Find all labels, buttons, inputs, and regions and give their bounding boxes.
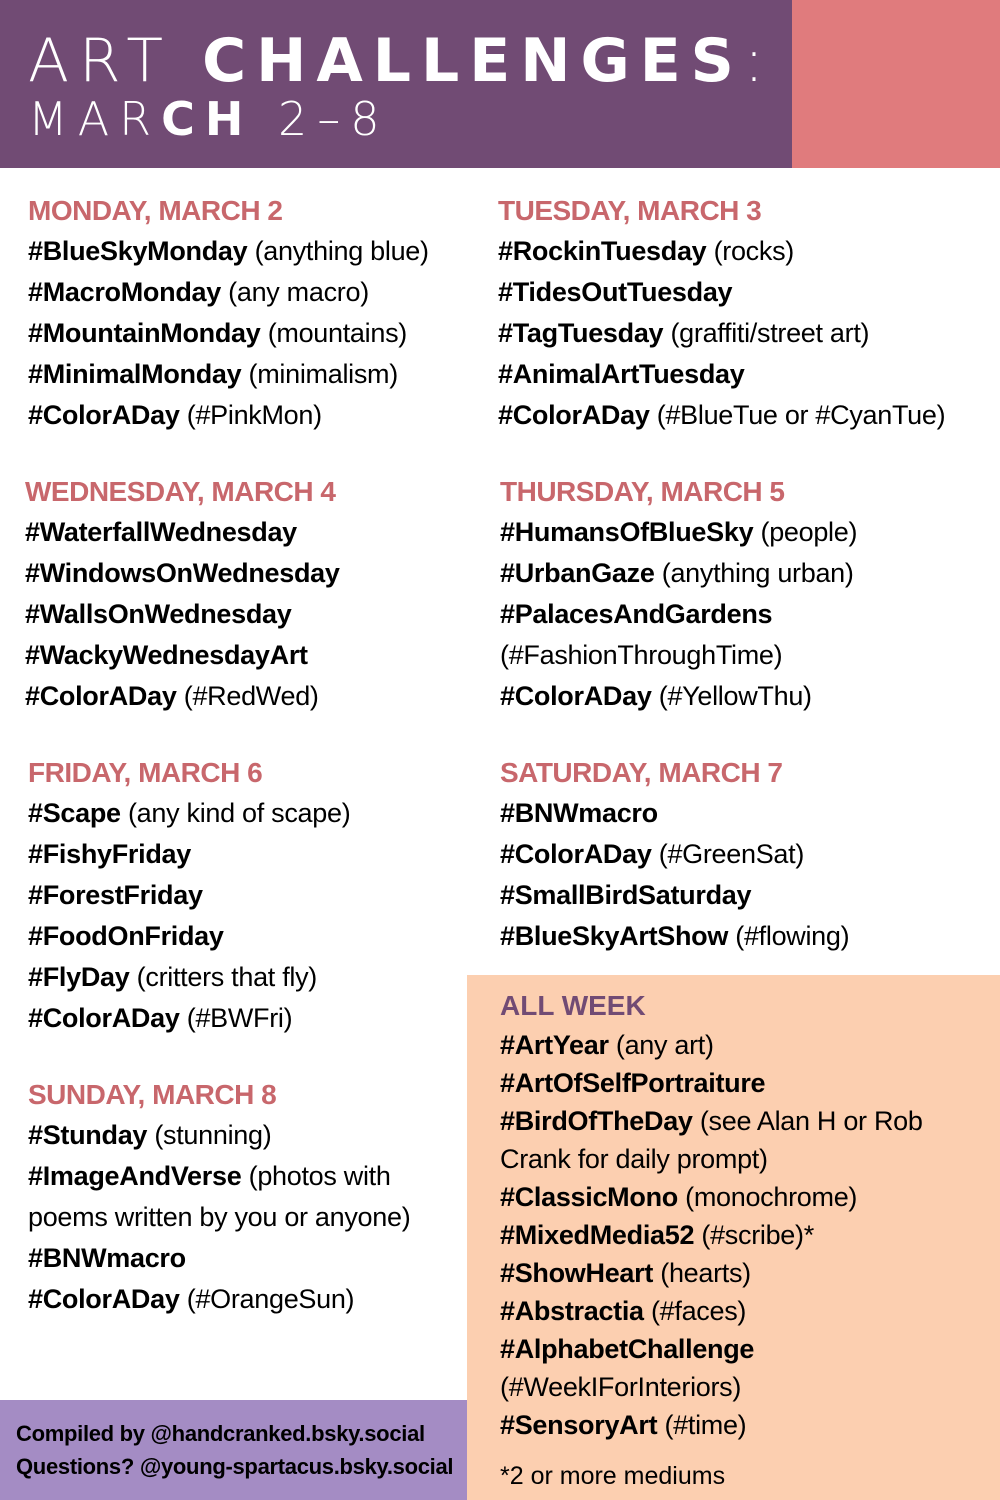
hashtag-note: (#scribe)* (701, 1220, 814, 1250)
hashtag: #BNWmacro (500, 798, 658, 828)
hashtag-note: (#faces) (650, 1296, 747, 1326)
hashtag-item (28, 272, 429, 313)
day-heading: THURSDAY, MARCH 5 (500, 476, 785, 507)
hashtag-list (28, 793, 350, 1039)
hashtag-item (28, 998, 350, 1039)
hashtag-note: (#flowing) (735, 921, 850, 951)
all-week-heading: ALL WEEK (500, 990, 646, 1021)
hashtag-note: (any kind of scape) (127, 798, 351, 828)
title-banner (0, 0, 792, 168)
day-sunday (28, 1074, 410, 1320)
hashtag-note: poems written by you or anyone) (28, 1202, 411, 1232)
hashtag-item (28, 916, 350, 957)
hashtag-item (25, 635, 340, 676)
hashtag-item (500, 1216, 970, 1254)
hashtag-note: (#YellowThu) (658, 681, 812, 711)
hashtag: #TagTuesday (498, 318, 664, 348)
hashtag-item (28, 957, 350, 998)
hashtag: #WindowsOnWednesday (25, 558, 340, 588)
hashtag: #ForestFriday (28, 880, 203, 910)
credits-questions: Questions? @young-spartacus.bsky.social (16, 1454, 454, 1479)
credits-compiled-by: Compiled by @handcranked.bsky.social (16, 1421, 425, 1446)
day-heading: FRIDAY, MARCH 6 (28, 757, 263, 788)
hashtag: #BNWmacro (28, 1243, 186, 1273)
hashtag-item (28, 1115, 410, 1156)
hashtag-item (28, 1279, 410, 1320)
hashtag: #ImageAndVerse (28, 1161, 242, 1191)
subtitle-part: MAR (28, 92, 162, 146)
all-week-list (500, 1026, 970, 1444)
hashtag-list (28, 231, 429, 436)
hashtag: #BlueSkyArtShow (500, 921, 729, 951)
accent-block (792, 0, 1000, 168)
hashtag-item (500, 1178, 970, 1216)
hashtag-list (25, 512, 340, 717)
day-heading: SUNDAY, MARCH 8 (28, 1079, 277, 1110)
hashtag: #RockinTuesday (498, 236, 707, 266)
day-wednesday (25, 471, 340, 717)
hashtag-item (500, 1330, 970, 1368)
page-subtitle (28, 92, 390, 146)
day-tuesday (498, 190, 945, 436)
title-part-bold: CHALLENGES (202, 26, 744, 96)
hashtag-list (500, 512, 857, 717)
hashtag: #AnimalArtTuesday (498, 359, 745, 389)
day-heading: TUESDAY, MARCH 3 (498, 195, 762, 226)
hashtag-item (500, 834, 849, 875)
hashtag-item (500, 875, 849, 916)
day-friday (28, 752, 350, 1039)
hashtag: #SmallBirdSaturday (500, 880, 752, 910)
hashtag-item (28, 354, 429, 395)
hashtag-item (500, 1406, 970, 1444)
hashtag-item (500, 1064, 970, 1102)
hashtag-note: (see Alan H or Rob Crank for daily prompt) (500, 1106, 923, 1174)
hashtag-item (500, 553, 857, 594)
hashtag: #MinimalMonday (28, 359, 242, 389)
day-heading: SATURDAY, MARCH 7 (500, 757, 783, 788)
hashtag: #ClassicMono (500, 1182, 678, 1212)
hashtag: #MixedMedia52 (500, 1220, 695, 1250)
hashtag-item (25, 553, 340, 594)
hashtag: #TidesOutTuesday (498, 277, 733, 307)
hashtag-note: (any macro) (228, 277, 369, 307)
hashtag-item (500, 1102, 970, 1178)
hashtag-note: (photos with (248, 1161, 391, 1191)
hashtag-note: (any art) (615, 1030, 714, 1060)
credits-box (0, 1400, 467, 1500)
hashtag-item (498, 272, 945, 313)
subtitle-part-bold: CH (161, 92, 254, 146)
hashtag-note: (people) (760, 517, 858, 547)
hashtag-item (500, 594, 857, 635)
hashtag-item (500, 512, 857, 553)
hashtag-item (500, 1368, 970, 1406)
hashtag-note: (anything blue) (254, 236, 429, 266)
hashtag: #ColorADay (28, 1284, 180, 1314)
hashtag: #WallsOnWednesday (25, 599, 292, 629)
hashtag-item (500, 676, 857, 717)
hashtag-note: (#WeekIForInteriors) (500, 1372, 742, 1402)
hashtag: #BirdOfTheDay (500, 1106, 693, 1136)
hashtag-list (498, 231, 945, 436)
title-part: : (743, 26, 775, 96)
footnote: *2 or more mediums (500, 1462, 726, 1490)
hashtag-note: (stunning) (154, 1120, 272, 1150)
hashtag-note: (mountains) (267, 318, 407, 348)
hashtag: #ShowHeart (500, 1258, 654, 1288)
hashtag-item (498, 313, 945, 354)
hashtag-item (500, 635, 857, 676)
hashtag-item (498, 354, 945, 395)
hashtag: #SensoryArt (500, 1410, 658, 1440)
hashtag: #ArtYear (500, 1030, 609, 1060)
hashtag-item (28, 875, 350, 916)
hashtag-note: (rocks) (713, 236, 794, 266)
hashtag-item (28, 1197, 410, 1238)
hashtag: #ColorADay (500, 839, 652, 869)
subtitle-part: 2–8 (253, 92, 390, 146)
hashtag: #WackyWednesdayArt (25, 640, 308, 670)
hashtag-list (28, 1115, 410, 1320)
hashtag: #FoodOnFriday (28, 921, 224, 951)
hashtag-item (28, 395, 429, 436)
hashtag-item (28, 834, 350, 875)
hashtag-item (25, 676, 340, 717)
hashtag: #FlyDay (28, 962, 130, 992)
hashtag-note: (#PinkMon) (186, 400, 322, 430)
day-thursday (500, 471, 857, 717)
hashtag-note: (hearts) (660, 1258, 751, 1288)
hashtag-item (28, 1156, 410, 1197)
hashtag-item (28, 793, 350, 834)
hashtag: #MountainMonday (28, 318, 261, 348)
hashtag-note: (#GreenSat) (658, 839, 805, 869)
hashtag-item (500, 916, 849, 957)
hashtag-item (28, 231, 429, 272)
hashtag-note: (#OrangeSun) (186, 1284, 355, 1314)
hashtag: #FishyFriday (28, 839, 191, 869)
hashtag: #HumansOfBlueSky (500, 517, 754, 547)
day-heading: WEDNESDAY, MARCH 4 (25, 476, 336, 507)
hashtag-note: (minimalism) (248, 359, 398, 389)
hashtag-item (28, 313, 429, 354)
day-heading: MONDAY, MARCH 2 (28, 195, 283, 226)
hashtag-item (25, 512, 340, 553)
hashtag-note: (#RedWed) (183, 681, 319, 711)
hashtag: #ColorADay (498, 400, 650, 430)
hashtag: #Scape (28, 798, 121, 828)
hashtag-item (500, 1026, 970, 1064)
hashtag-note: (#BlueTue or #CyanTue) (656, 400, 946, 430)
title-part: ART (28, 26, 203, 96)
page-title (28, 26, 774, 96)
hashtag: #ArtOfSelfPortraiture (500, 1068, 766, 1098)
hashtag-note: (#FashionThroughTime) (500, 640, 783, 670)
hashtag-item (498, 395, 945, 436)
hashtag-note: (#BWFri) (186, 1003, 293, 1033)
hashtag: #Stunday (28, 1120, 148, 1150)
hashtag: #WaterfallWednesday (25, 517, 297, 547)
hashtag-note: (monochrome) (685, 1182, 858, 1212)
day-monday (28, 190, 429, 436)
hashtag: #PalacesAndGardens (500, 599, 773, 629)
hashtag-item (500, 793, 849, 834)
hashtag: #BlueSkyMonday (28, 236, 248, 266)
hashtag: #UrbanGaze (500, 558, 655, 588)
all-week-section (500, 985, 970, 1494)
hashtag-item (498, 231, 945, 272)
hashtag-note: (graffiti/street art) (670, 318, 870, 348)
hashtag: #ColorADay (28, 400, 180, 430)
hashtag: #ColorADay (500, 681, 652, 711)
hashtag-list (500, 793, 849, 957)
hashtag-note: (#time) (664, 1410, 747, 1440)
hashtag: #ColorADay (25, 681, 177, 711)
hashtag-item (500, 1292, 970, 1330)
hashtag: #MacroMonday (28, 277, 221, 307)
hashtag: #AlphabetChallenge (500, 1334, 755, 1364)
hashtag-item (500, 1254, 970, 1292)
hashtag-item (28, 1238, 410, 1279)
hashtag-note: (critters that fly) (136, 962, 317, 992)
day-saturday (500, 752, 849, 957)
hashtag-item (25, 594, 340, 635)
hashtag: #Abstractia (500, 1296, 644, 1326)
hashtag-note: (anything urban) (661, 558, 854, 588)
hashtag: #ColorADay (28, 1003, 180, 1033)
